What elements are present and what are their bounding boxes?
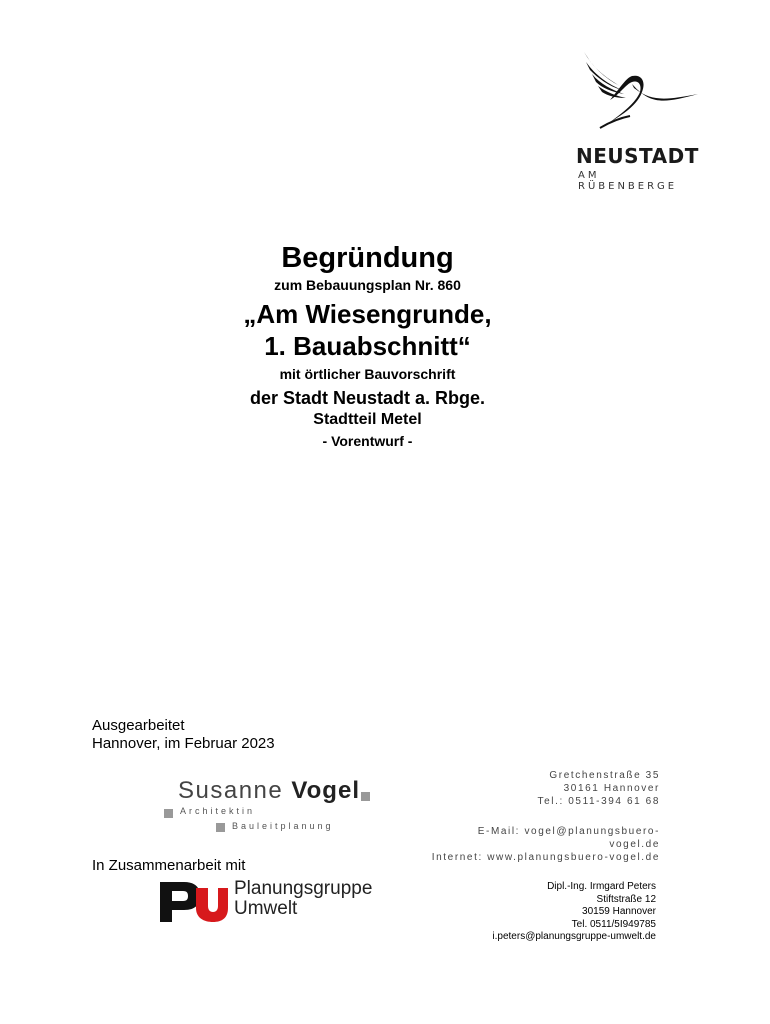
vogel-first-name: Susanne xyxy=(178,777,284,804)
stage-label: - Vorentwurf - xyxy=(322,433,413,449)
pu-tel: Tel. 0511/5I949785 xyxy=(571,918,656,930)
plan-number: zum Bebauungsplan Nr. 860 xyxy=(274,277,461,293)
city-logo xyxy=(560,48,710,192)
pu-name-line1: Planungsgruppe xyxy=(234,878,373,899)
square-icon xyxy=(164,809,173,818)
vogel-address xyxy=(430,769,660,864)
pu-logo xyxy=(158,876,378,926)
prepared-place-date: Hannover, im Februar 2023 xyxy=(92,735,275,752)
prepared-block xyxy=(92,717,275,753)
vogel-logo xyxy=(164,776,384,836)
cooperation-label: In Zusammenarbeit mit xyxy=(92,857,246,874)
square-icon xyxy=(361,792,370,801)
pu-city: 30159 Hannover xyxy=(582,906,656,917)
vogel-role-planning: Bauleitplanung xyxy=(232,821,334,831)
project-name-line1: „Am Wiesengrunde, xyxy=(243,299,492,329)
pu-contact-name: Dipl.-Ing. Irmgard Peters xyxy=(547,881,656,892)
document-title: Begründung xyxy=(281,242,454,274)
city-name: NEUSTADT xyxy=(576,144,699,168)
stork-icon xyxy=(570,48,700,138)
project-name-line2: 1. Bauabschnitt“ xyxy=(264,331,471,361)
pu-mark-icon xyxy=(158,878,228,924)
vogel-street: Gretchenstraße 35 xyxy=(549,770,660,781)
vogel-email: E-Mail: vogel@planungsbuero-vogel.de xyxy=(477,826,660,850)
square-icon xyxy=(216,823,225,832)
vogel-tel: Tel.: 0511-394 61 68 xyxy=(537,796,660,807)
pu-street: Stiftstraße 12 xyxy=(596,893,656,905)
bauvorschrift-note: mit örtlicher Bauvorschrift xyxy=(279,366,456,382)
vogel-web: Internet: www.planungsbuero-vogel.de xyxy=(431,852,660,863)
vogel-role-architect: Architektin xyxy=(180,806,256,816)
city-line: der Stadt Neustadt a. Rbge. xyxy=(249,388,486,408)
pu-address xyxy=(420,881,656,944)
title-block xyxy=(170,240,565,451)
pu-email: i.peters@planungsgruppe-umwelt.de xyxy=(492,931,656,942)
prepared-label: Ausgearbeitet xyxy=(92,717,185,734)
vogel-name xyxy=(178,776,360,806)
vogel-city: 30161 Hannover xyxy=(563,783,660,794)
pu-name-line2: Umwelt xyxy=(234,898,298,919)
city-subtitle: AM RÜBENBERGE xyxy=(578,170,678,192)
district-line: Stadtteil Metel xyxy=(313,411,422,428)
vogel-last-name: Vogel xyxy=(291,777,360,804)
